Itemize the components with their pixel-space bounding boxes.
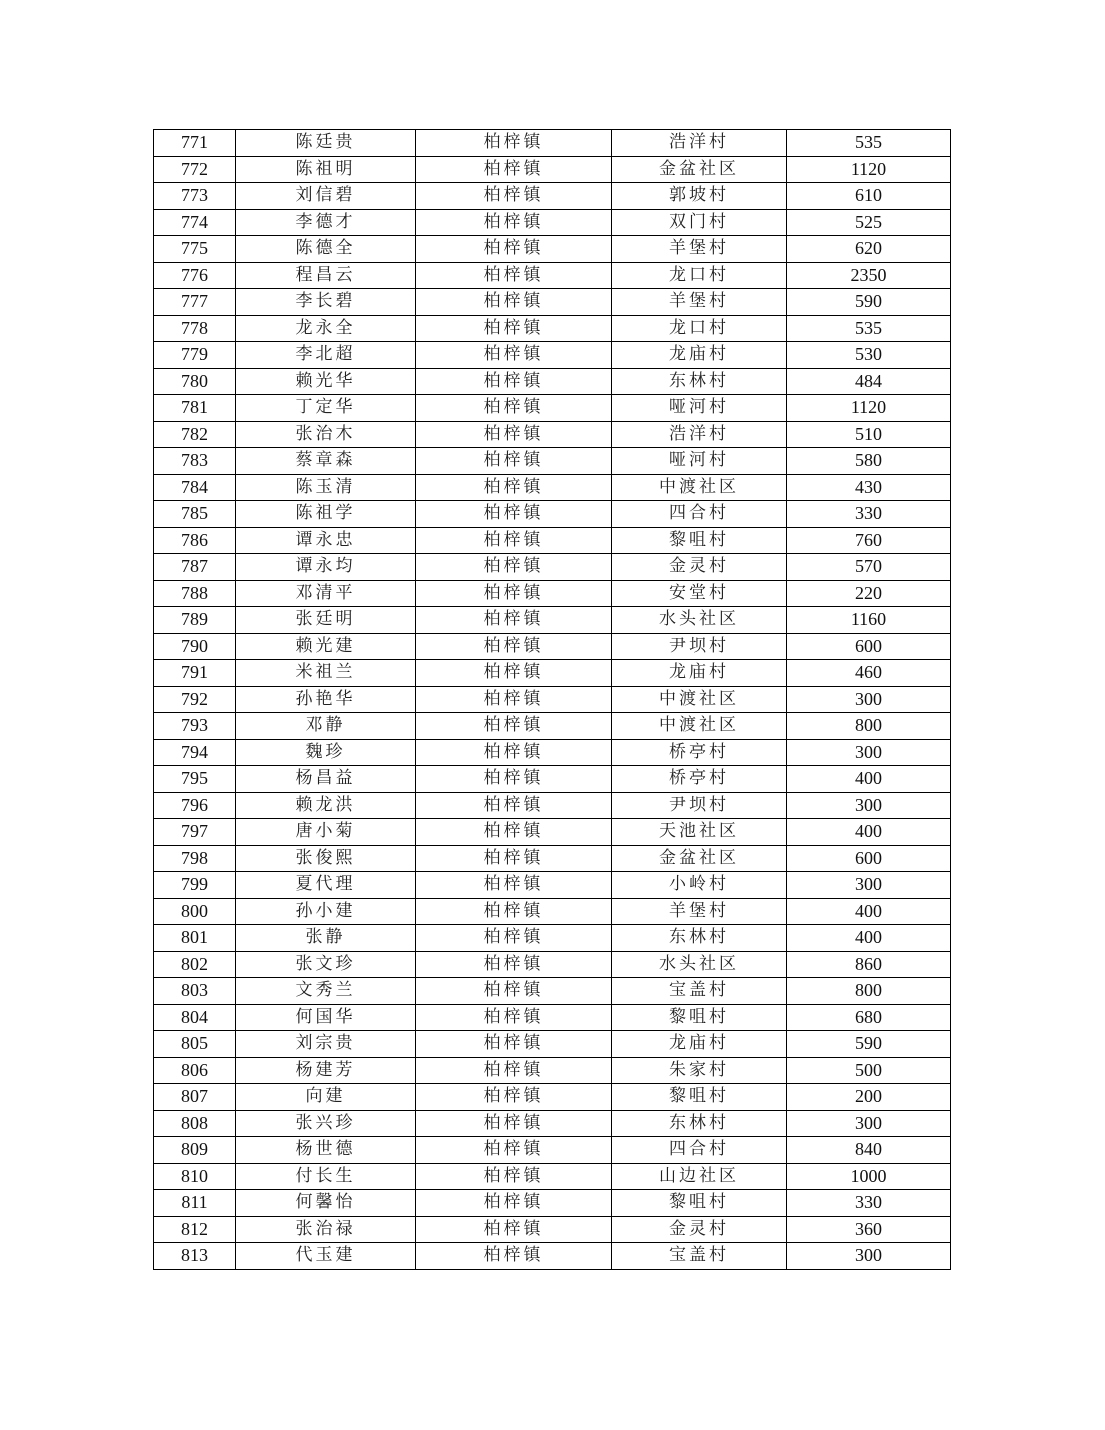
table-row [154, 1163, 951, 1190]
name-cell: 向建 [236, 1084, 416, 1111]
village-cell: 黎咀村 [612, 1004, 787, 1031]
name-cell: 孙小建 [236, 898, 416, 925]
name-cell: 刘信碧 [236, 183, 416, 210]
table-row [154, 130, 951, 157]
amount-cell: 300 [787, 739, 951, 766]
name-cell: 魏珍 [236, 739, 416, 766]
town-cell: 柏梓镇 [416, 1084, 612, 1111]
village-cell: 羊堡村 [612, 898, 787, 925]
village-cell: 金盆社区 [612, 845, 787, 872]
amount-cell: 300 [787, 792, 951, 819]
village-cell: 桥亭村 [612, 766, 787, 793]
amount-cell: 535 [787, 130, 951, 157]
village-cell: 宝盖村 [612, 978, 787, 1005]
name-cell: 付长生 [236, 1163, 416, 1190]
table-row [154, 951, 951, 978]
amount-cell: 680 [787, 1004, 951, 1031]
row-number-cell: 800 [154, 898, 236, 925]
row-number-cell: 813 [154, 1243, 236, 1270]
table-row [154, 1243, 951, 1270]
name-cell: 李北超 [236, 342, 416, 369]
name-cell: 何国华 [236, 1004, 416, 1031]
village-cell: 龙庙村 [612, 660, 787, 687]
name-cell: 谭永均 [236, 554, 416, 581]
village-cell: 中渡社区 [612, 474, 787, 501]
town-cell: 柏梓镇 [416, 342, 612, 369]
row-number-cell: 783 [154, 448, 236, 475]
name-cell: 代玉建 [236, 1243, 416, 1270]
name-cell: 张治木 [236, 421, 416, 448]
amount-cell: 300 [787, 686, 951, 713]
table-row [154, 315, 951, 342]
row-number-cell: 794 [154, 739, 236, 766]
table-row [154, 554, 951, 581]
town-cell: 柏梓镇 [416, 395, 612, 422]
row-number-cell: 787 [154, 554, 236, 581]
town-cell: 柏梓镇 [416, 845, 612, 872]
town-cell: 柏梓镇 [416, 819, 612, 846]
town-cell: 柏梓镇 [416, 607, 612, 634]
name-cell: 张治禄 [236, 1216, 416, 1243]
table-row [154, 978, 951, 1005]
row-number-cell: 779 [154, 342, 236, 369]
data-table [153, 129, 951, 1270]
table-row [154, 501, 951, 528]
row-number-cell: 793 [154, 713, 236, 740]
village-cell: 四合村 [612, 1137, 787, 1164]
name-cell: 文秀兰 [236, 978, 416, 1005]
village-cell: 尹坝村 [612, 792, 787, 819]
town-cell: 柏梓镇 [416, 1031, 612, 1058]
name-cell: 李长碧 [236, 289, 416, 316]
table-row [154, 925, 951, 952]
table-row [154, 474, 951, 501]
table-row [154, 766, 951, 793]
amount-cell: 590 [787, 289, 951, 316]
amount-cell: 510 [787, 421, 951, 448]
row-number-cell: 788 [154, 580, 236, 607]
row-number-cell: 811 [154, 1190, 236, 1217]
amount-cell: 620 [787, 236, 951, 263]
town-cell: 柏梓镇 [416, 183, 612, 210]
village-cell: 郭坡村 [612, 183, 787, 210]
name-cell: 米祖兰 [236, 660, 416, 687]
name-cell: 李德才 [236, 209, 416, 236]
table-row [154, 607, 951, 634]
village-cell: 羊堡村 [612, 236, 787, 263]
town-cell: 柏梓镇 [416, 448, 612, 475]
table-row [154, 1137, 951, 1164]
name-cell: 赖龙洪 [236, 792, 416, 819]
name-cell: 邓清平 [236, 580, 416, 607]
village-cell: 中渡社区 [612, 686, 787, 713]
row-number-cell: 789 [154, 607, 236, 634]
name-cell: 赖光建 [236, 633, 416, 660]
town-cell: 柏梓镇 [416, 289, 612, 316]
row-number-cell: 777 [154, 289, 236, 316]
village-cell: 龙口村 [612, 315, 787, 342]
town-cell: 柏梓镇 [416, 660, 612, 687]
table-row [154, 421, 951, 448]
town-cell: 柏梓镇 [416, 1190, 612, 1217]
row-number-cell: 804 [154, 1004, 236, 1031]
name-cell: 张文珍 [236, 951, 416, 978]
village-cell: 浩洋村 [612, 130, 787, 157]
table-row [154, 1031, 951, 1058]
village-cell: 金灵村 [612, 1216, 787, 1243]
town-cell: 柏梓镇 [416, 554, 612, 581]
village-cell: 天池社区 [612, 819, 787, 846]
name-cell: 张俊熙 [236, 845, 416, 872]
table-row [154, 633, 951, 660]
name-cell: 丁定华 [236, 395, 416, 422]
table-row [154, 289, 951, 316]
town-cell: 柏梓镇 [416, 156, 612, 183]
village-cell: 双门村 [612, 209, 787, 236]
row-number-cell: 808 [154, 1110, 236, 1137]
row-number-cell: 810 [154, 1163, 236, 1190]
table-row [154, 1110, 951, 1137]
row-number-cell: 778 [154, 315, 236, 342]
town-cell: 柏梓镇 [416, 1004, 612, 1031]
amount-cell: 400 [787, 925, 951, 952]
name-cell: 孙艳华 [236, 686, 416, 713]
village-cell: 龙口村 [612, 262, 787, 289]
town-cell: 柏梓镇 [416, 1137, 612, 1164]
amount-cell: 860 [787, 951, 951, 978]
amount-cell: 2350 [787, 262, 951, 289]
amount-cell: 330 [787, 1190, 951, 1217]
table-row [154, 342, 951, 369]
row-number-cell: 784 [154, 474, 236, 501]
village-cell: 小岭村 [612, 872, 787, 899]
town-cell: 柏梓镇 [416, 368, 612, 395]
name-cell: 陈廷贵 [236, 130, 416, 157]
row-number-cell: 773 [154, 183, 236, 210]
table-row [154, 183, 951, 210]
row-number-cell: 772 [154, 156, 236, 183]
town-cell: 柏梓镇 [416, 686, 612, 713]
amount-cell: 530 [787, 342, 951, 369]
town-cell: 柏梓镇 [416, 315, 612, 342]
town-cell: 柏梓镇 [416, 527, 612, 554]
town-cell: 柏梓镇 [416, 501, 612, 528]
amount-cell: 590 [787, 1031, 951, 1058]
name-cell: 杨建芳 [236, 1057, 416, 1084]
table-row [154, 448, 951, 475]
village-cell: 金灵村 [612, 554, 787, 581]
name-cell: 程昌云 [236, 262, 416, 289]
name-cell: 杨世德 [236, 1137, 416, 1164]
village-cell: 黎咀村 [612, 527, 787, 554]
amount-cell: 360 [787, 1216, 951, 1243]
amount-cell: 1160 [787, 607, 951, 634]
town-cell: 柏梓镇 [416, 130, 612, 157]
table-row [154, 1216, 951, 1243]
table-row [154, 739, 951, 766]
town-cell: 柏梓镇 [416, 766, 612, 793]
town-cell: 柏梓镇 [416, 713, 612, 740]
town-cell: 柏梓镇 [416, 739, 612, 766]
village-cell: 龙庙村 [612, 342, 787, 369]
amount-cell: 580 [787, 448, 951, 475]
amount-cell: 460 [787, 660, 951, 687]
town-cell: 柏梓镇 [416, 580, 612, 607]
village-cell: 龙庙村 [612, 1031, 787, 1058]
village-cell: 东林村 [612, 925, 787, 952]
row-number-cell: 798 [154, 845, 236, 872]
amount-cell: 400 [787, 819, 951, 846]
row-number-cell: 802 [154, 951, 236, 978]
town-cell: 柏梓镇 [416, 872, 612, 899]
row-number-cell: 801 [154, 925, 236, 952]
amount-cell: 535 [787, 315, 951, 342]
row-number-cell: 796 [154, 792, 236, 819]
row-number-cell: 797 [154, 819, 236, 846]
village-cell: 宝盖村 [612, 1243, 787, 1270]
table-row [154, 713, 951, 740]
table-row [154, 819, 951, 846]
village-cell: 浩洋村 [612, 421, 787, 448]
village-cell: 哑河村 [612, 448, 787, 475]
name-cell: 何馨怡 [236, 1190, 416, 1217]
village-cell: 安堂村 [612, 580, 787, 607]
village-cell: 四合村 [612, 501, 787, 528]
table-row [154, 1084, 951, 1111]
row-number-cell: 807 [154, 1084, 236, 1111]
village-cell: 朱家村 [612, 1057, 787, 1084]
row-number-cell: 785 [154, 501, 236, 528]
row-number-cell: 786 [154, 527, 236, 554]
amount-cell: 1120 [787, 156, 951, 183]
table-row [154, 368, 951, 395]
town-cell: 柏梓镇 [416, 421, 612, 448]
name-cell: 龙永全 [236, 315, 416, 342]
town-cell: 柏梓镇 [416, 792, 612, 819]
village-cell: 黎咀村 [612, 1190, 787, 1217]
amount-cell: 1000 [787, 1163, 951, 1190]
amount-cell: 600 [787, 845, 951, 872]
amount-cell: 430 [787, 474, 951, 501]
amount-cell: 400 [787, 766, 951, 793]
amount-cell: 300 [787, 1243, 951, 1270]
amount-cell: 570 [787, 554, 951, 581]
town-cell: 柏梓镇 [416, 262, 612, 289]
amount-cell: 610 [787, 183, 951, 210]
name-cell: 夏代理 [236, 872, 416, 899]
amount-cell: 300 [787, 872, 951, 899]
village-cell: 金盆社区 [612, 156, 787, 183]
table-row [154, 845, 951, 872]
row-number-cell: 790 [154, 633, 236, 660]
village-cell: 桥亭村 [612, 739, 787, 766]
town-cell: 柏梓镇 [416, 898, 612, 925]
row-number-cell: 775 [154, 236, 236, 263]
town-cell: 柏梓镇 [416, 978, 612, 1005]
name-cell: 陈祖学 [236, 501, 416, 528]
table-row [154, 236, 951, 263]
village-cell: 水头社区 [612, 607, 787, 634]
village-cell: 尹坝村 [612, 633, 787, 660]
row-number-cell: 776 [154, 262, 236, 289]
name-cell: 邓静 [236, 713, 416, 740]
amount-cell: 600 [787, 633, 951, 660]
name-cell: 陈德全 [236, 236, 416, 263]
amount-cell: 800 [787, 713, 951, 740]
name-cell: 谭永忠 [236, 527, 416, 554]
table-row [154, 1190, 951, 1217]
town-cell: 柏梓镇 [416, 1163, 612, 1190]
table-row [154, 872, 951, 899]
name-cell: 刘宗贵 [236, 1031, 416, 1058]
row-number-cell: 803 [154, 978, 236, 1005]
row-number-cell: 781 [154, 395, 236, 422]
row-number-cell: 792 [154, 686, 236, 713]
name-cell: 蔡章森 [236, 448, 416, 475]
name-cell: 张静 [236, 925, 416, 952]
amount-cell: 800 [787, 978, 951, 1005]
table-body [154, 130, 951, 1270]
amount-cell: 220 [787, 580, 951, 607]
table-row [154, 1004, 951, 1031]
amount-cell: 525 [787, 209, 951, 236]
town-cell: 柏梓镇 [416, 1057, 612, 1084]
amount-cell: 840 [787, 1137, 951, 1164]
row-number-cell: 791 [154, 660, 236, 687]
table-row [154, 660, 951, 687]
row-number-cell: 806 [154, 1057, 236, 1084]
village-cell: 中渡社区 [612, 713, 787, 740]
village-cell: 黎咀村 [612, 1084, 787, 1111]
table-row [154, 580, 951, 607]
table-row [154, 156, 951, 183]
row-number-cell: 780 [154, 368, 236, 395]
amount-cell: 484 [787, 368, 951, 395]
town-cell: 柏梓镇 [416, 209, 612, 236]
name-cell: 陈祖明 [236, 156, 416, 183]
town-cell: 柏梓镇 [416, 1110, 612, 1137]
amount-cell: 200 [787, 1084, 951, 1111]
town-cell: 柏梓镇 [416, 633, 612, 660]
village-cell: 哑河村 [612, 395, 787, 422]
town-cell: 柏梓镇 [416, 236, 612, 263]
amount-cell: 1120 [787, 395, 951, 422]
name-cell: 唐小菊 [236, 819, 416, 846]
table-row [154, 1057, 951, 1084]
village-cell: 羊堡村 [612, 289, 787, 316]
town-cell: 柏梓镇 [416, 474, 612, 501]
table-row [154, 792, 951, 819]
name-cell: 张兴珍 [236, 1110, 416, 1137]
row-number-cell: 795 [154, 766, 236, 793]
table-row [154, 686, 951, 713]
amount-cell: 400 [787, 898, 951, 925]
table-row [154, 209, 951, 236]
table-row [154, 527, 951, 554]
town-cell: 柏梓镇 [416, 1216, 612, 1243]
amount-cell: 760 [787, 527, 951, 554]
village-cell: 东林村 [612, 368, 787, 395]
name-cell: 赖光华 [236, 368, 416, 395]
amount-cell: 300 [787, 1110, 951, 1137]
name-cell: 陈玉清 [236, 474, 416, 501]
name-cell: 杨昌益 [236, 766, 416, 793]
village-cell: 水头社区 [612, 951, 787, 978]
village-cell: 山边社区 [612, 1163, 787, 1190]
table-row [154, 262, 951, 289]
table-row [154, 898, 951, 925]
row-number-cell: 782 [154, 421, 236, 448]
amount-cell: 330 [787, 501, 951, 528]
town-cell: 柏梓镇 [416, 925, 612, 952]
town-cell: 柏梓镇 [416, 951, 612, 978]
town-cell: 柏梓镇 [416, 1243, 612, 1270]
row-number-cell: 799 [154, 872, 236, 899]
row-number-cell: 771 [154, 130, 236, 157]
table-row [154, 395, 951, 422]
row-number-cell: 809 [154, 1137, 236, 1164]
amount-cell: 500 [787, 1057, 951, 1084]
row-number-cell: 774 [154, 209, 236, 236]
name-cell: 张廷明 [236, 607, 416, 634]
row-number-cell: 812 [154, 1216, 236, 1243]
village-cell: 东林村 [612, 1110, 787, 1137]
row-number-cell: 805 [154, 1031, 236, 1058]
